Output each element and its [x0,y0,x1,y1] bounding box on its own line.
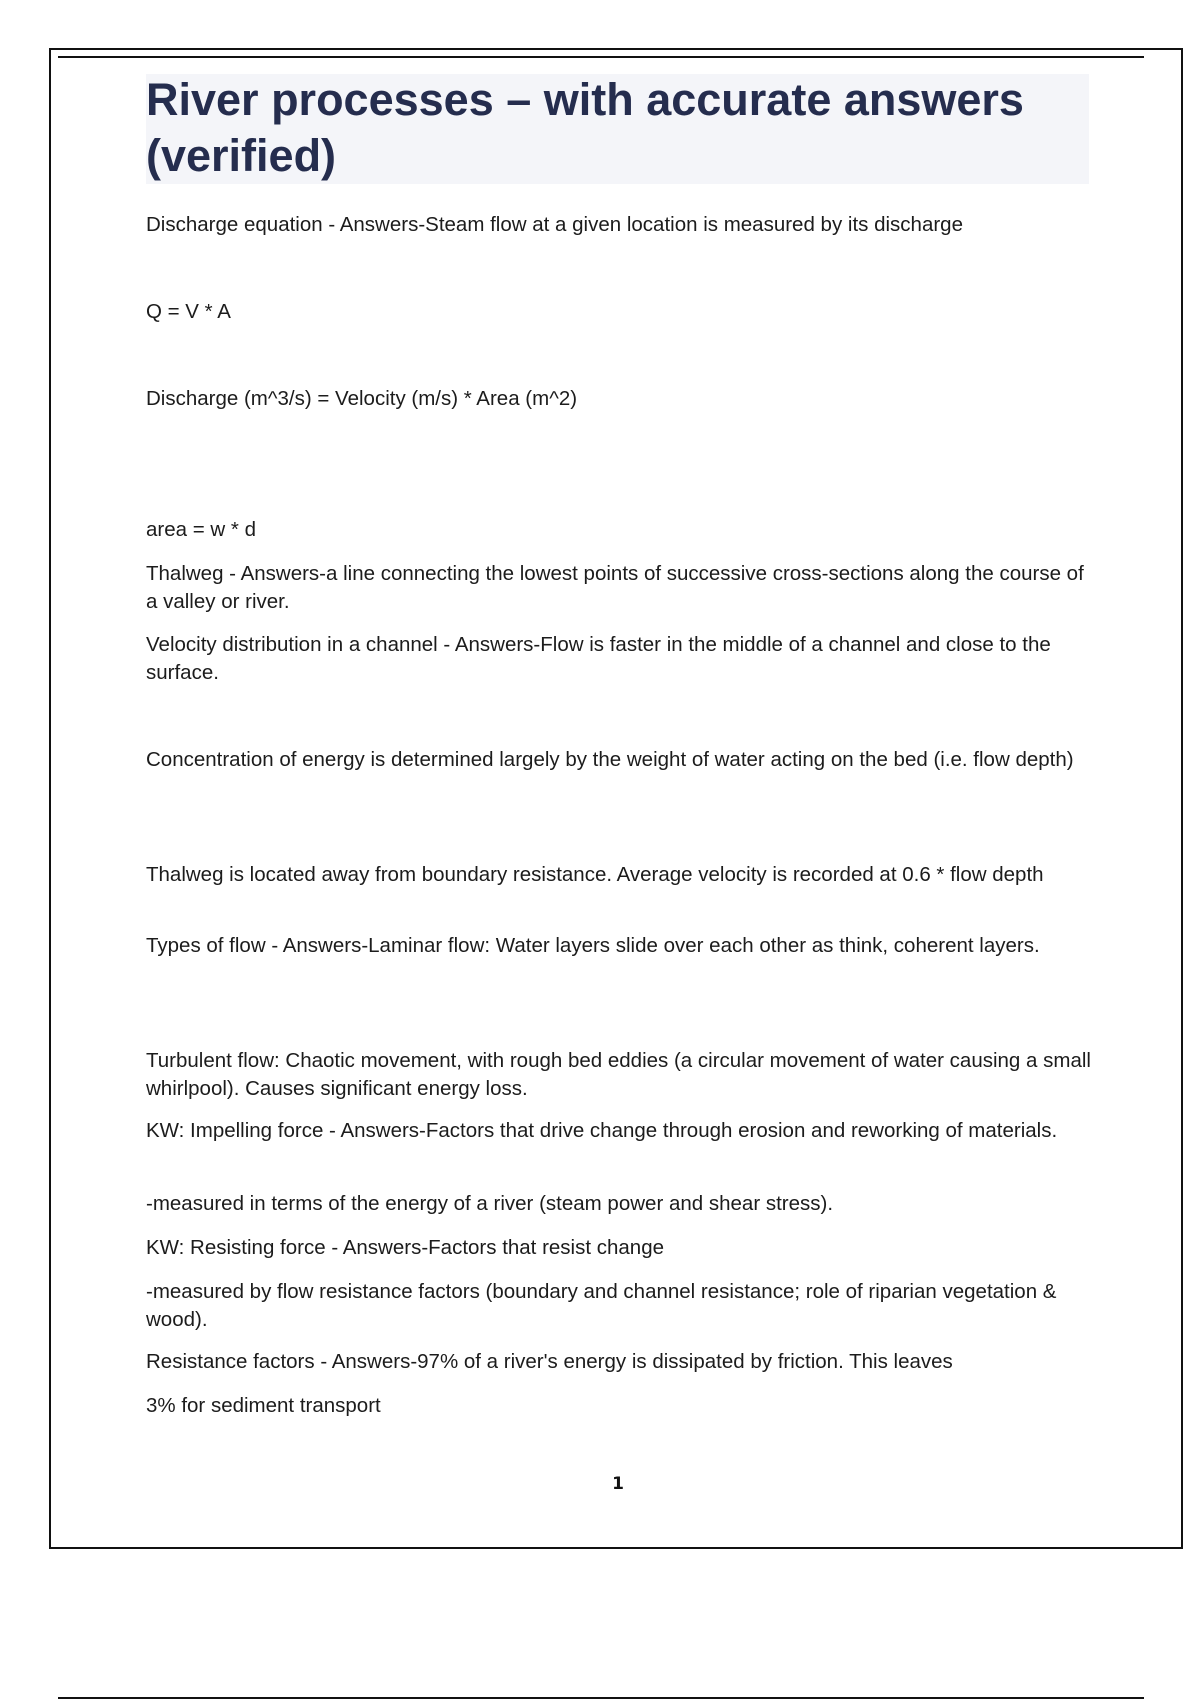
paragraph-sediment-transport: 3% for sediment transport [146,1394,381,1417]
document-title: River processes – with accurate answers (verified) [146,74,1024,181]
bottom-rule [58,1697,1144,1699]
paragraph-types-of-flow: Types of flow - Answers-Laminar flow: Water layers slide over each other as think, coherent layers. [146,934,1040,957]
paragraph-impelling-force: KW: Impelling force - Answers-Factors that drive change through erosion and reworking of materials. [146,1119,1058,1142]
paragraph-concentration-of-energy: Concentration of energy is determined largely by the weight of water acting on the bed (i.e. flow depth) [146,748,1074,771]
paragraph-formula-q: Q = V * A [146,300,231,323]
paragraph-impelling-measure: -measured in terms of the energy of a river (steam power and shear stress). [146,1192,834,1215]
paragraph-turbulent-flow: Turbulent flow: Chaotic movement, with rough bed eddies (a circular movement of water causing a small whirlpool). Causes significant energy loss. [146,1049,1097,1100]
paragraph-resisting-force: KW: Resisting force - Answers-Factors that resist change [146,1236,665,1259]
page-number: 1 [612,1474,624,1494]
paragraph-formula-discharge: Discharge (m^3/s) = Velocity (m/s) * Area (m^2) [146,387,578,410]
paragraph-thalweg: Thalweg - Answers-a line connecting the lowest points of successive cross-sections along the course of a valley or river. [146,562,1090,613]
paragraph-formula-area: area = w * d [146,518,256,541]
paragraph-resistance-factors: Resistance factors - Answers-97% of a river's energy is dissipated by friction. This leaves [146,1350,953,1373]
paragraph-resisting-measure: -measured by flow resistance factors (boundary and channel resistance; role of riparian vegetation & wood). [146,1280,1063,1331]
paragraph-thalweg-location: Thalweg is located away from boundary resistance. Average velocity is recorded at 0.6 * flow depth [146,863,1044,886]
top-rule [58,56,1144,58]
paragraph-discharge-equation: Discharge equation - Answers-Steam flow at a given location is measured by its discharge [146,213,963,236]
paragraph-velocity-distribution: Velocity distribution in a channel - Answers-Flow is faster in the middle of a channel and close to the surface. [146,633,1057,684]
